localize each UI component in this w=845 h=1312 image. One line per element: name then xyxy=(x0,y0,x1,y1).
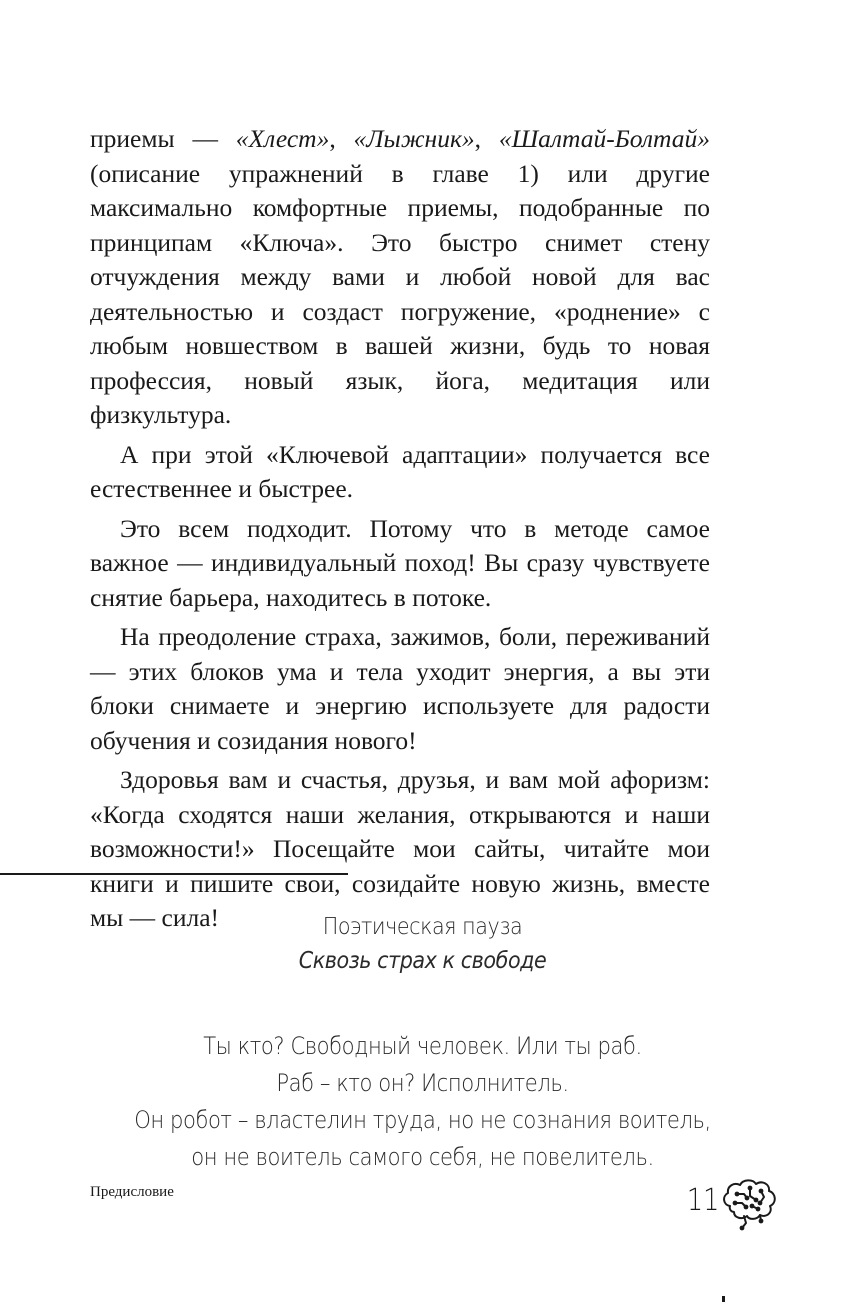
exercise-name-shaltay: «Шалтай-Болтай» xyxy=(498,124,711,153)
poem-heading: Поэтическая пауза xyxy=(322,914,523,940)
paragraph-3: Это всем подходит. Потому что в методе самое важное — индивидуальный поход! Вы сразу чувствуете снятие барьера, находитесь в потоке. xyxy=(90,513,710,612)
paragraph-2: А при этой «Ключевой адаптации» получается все естественнее и быстрее. xyxy=(90,439,710,503)
poem-line: Он робот – властелин труда, но не сознания воитель, xyxy=(134,1106,711,1134)
poem-block xyxy=(0,910,845,1176)
page-number: 11 xyxy=(686,1183,720,1218)
poem-line: Раб – кто он? Исполнитель. xyxy=(276,1069,569,1097)
poem-line: Ты кто? Свободный человек. Или ты раб. xyxy=(203,1032,642,1060)
separator-text: , xyxy=(329,124,354,153)
running-footer-section: Предисловие xyxy=(90,1184,174,1200)
section-divider xyxy=(0,873,348,875)
paragraph-1 xyxy=(90,122,710,433)
paragraph-1-start: приемы — xyxy=(90,124,236,153)
poem-subheading: Сквозь страх к свободе xyxy=(298,948,547,974)
exercise-name-khlest: «Хлест» xyxy=(235,124,330,153)
paragraph-4: На преодоление страха, зажимов, боли, переживаний — этих блоков ума и тела уходит энергия, а вы эти блоки снимаете и энергию используете для радости обучения и созидания нового! xyxy=(90,622,710,755)
exercise-name-lyzhnik: «Лыжник» xyxy=(353,124,475,153)
separator-text: , xyxy=(474,124,499,153)
poem-lines xyxy=(0,1028,845,1176)
print-mark xyxy=(722,1296,725,1302)
poem-line: он не воитель самого себя, не повелитель. xyxy=(191,1143,654,1171)
paragraph-1-rest: (описание упражнений в главе 1) или другие максимально комфортные приемы, подобранные по принципам «Ключа». Это быстро снимет стену отчуждения между вами и любой новой для вас деятельностью и создаст погружение, «роднение» с любым новшеством в вашей жизни, будь то новая профессия, новый язык, йога, медитация или физкультура. xyxy=(90,158,710,429)
main-text xyxy=(90,122,710,941)
paragraph-5: Здоровья вам и счастья, друзья, и вам мой афоризм: «Когда сходятся наши желания, открываются и наши возможности!» Посещайте мои сайты, читайте мои книги и пишите свои, созидайте новую жизнь, вместе мы — сила! xyxy=(90,765,710,932)
brain-circuit-icon xyxy=(720,1176,778,1232)
